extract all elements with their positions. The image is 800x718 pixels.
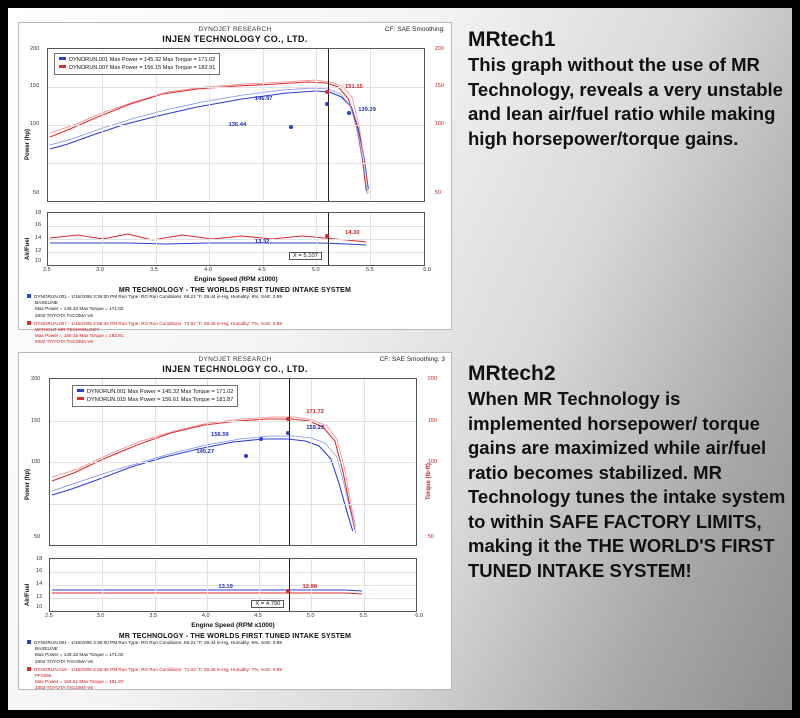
cursor-line-afr-2[interactable] <box>289 559 290 611</box>
legend-swatch-blue-icon <box>59 57 66 60</box>
power-tick-50-2: 50 <box>34 534 41 540</box>
torque-tick-100-1: 100 <box>434 121 444 127</box>
torque-tick-200-1: 200 <box>434 46 444 52</box>
torque-axis-label-2: Torque (lb-ft) <box>426 463 433 500</box>
footer-title-2: MR TECHNOLOGY - THE WORLDS FIRST TUNED INTAKE SYSTEM <box>118 633 352 640</box>
callout-146: 146.97 <box>254 96 273 103</box>
afr-callout-1298: 12.98 <box>302 583 318 590</box>
afr-tick-18-1: 18 <box>35 210 42 216</box>
callout-151: 151.15 <box>345 83 363 90</box>
x-axis-label-1: Engine Speed (RPM x1000) <box>194 276 278 283</box>
footer-run-3-line2: BASELINE <box>35 646 58 652</box>
footer-run-1-line1: DYNORUN.001 - 1/16/2006 3:36:00 PM Run Type: RO Run Conditions: 69.21 °F, 29.44 in-Hg, Humidity: 9%, SAE: 0.99 <box>27 294 443 300</box>
legend-swatch-red-icon <box>77 397 84 400</box>
caption-heading-2: MRtech2 <box>468 362 556 385</box>
footer-run-1-line3: Max Power = 145.32 Max Torque = 171.02 <box>35 306 124 312</box>
power-tick-100-2: 100 <box>31 459 41 465</box>
afr-tick-16-2: 16 <box>36 568 43 574</box>
callout-156: 156.59 <box>211 432 229 439</box>
footer-run-2-line4: 2002 TOYOTA TACOMA V6 <box>35 339 93 345</box>
power-plot-1 <box>47 48 425 202</box>
afr-axis-label-2: Air/Fuel <box>25 583 31 606</box>
cursor-line-afr-1[interactable] <box>328 213 329 265</box>
company-title-1: INJEN TECHNOLOGY CO., LTD. <box>162 34 308 44</box>
dyno-chart-panel-2 <box>18 352 452 690</box>
power-axis-label-2: Power (hp) <box>25 469 31 500</box>
cursor-line-1[interactable] <box>328 49 329 201</box>
afr-plot-1 <box>47 212 425 266</box>
cursor-readout-2: X = 4.790 <box>251 600 284 608</box>
afr-tick-14-1: 14 <box>35 235 42 241</box>
x-tick-30-2: 3.0 <box>96 613 105 619</box>
footer-run-4-line4: 2002 TOYOTA TACOMA V6 <box>35 685 93 691</box>
x-tick-50-1: 5.0 <box>311 267 320 273</box>
footer-run-3-line4: 2002 TOYOTA TACOMA V6 <box>35 658 93 664</box>
afr-tick-14-2: 14 <box>36 581 43 587</box>
afr-tick-16-1: 16 <box>35 222 42 228</box>
afr-plot-wrap-1 <box>25 210 431 283</box>
datapoint-dot-blue-2c <box>244 454 248 458</box>
power-plot-wrap-1 <box>25 46 444 202</box>
footer-run-3-line3: Max Power = 145.32 Max Torque = 171.02 <box>35 652 124 658</box>
power-plot-wrap-2 <box>25 376 437 546</box>
x-tick-60-2: 6.0 <box>415 613 423 619</box>
afr-tick-12-1: 12 <box>35 248 42 254</box>
power-tick-150-1: 150 <box>30 83 40 89</box>
cursor-line-2[interactable] <box>289 379 290 545</box>
footer-block-2 <box>27 633 443 692</box>
datapoint-dot-blue-2b <box>259 437 263 441</box>
x-tick-25-2: 2.5 <box>45 613 53 619</box>
callout-159: 159.29 <box>306 425 324 432</box>
footer-run-4-line3: Max Power = 156.61 Max Torque = 181.87 <box>35 679 124 685</box>
footer-run-2-line1: DYNORUN.007 - 1/16/2006 4:08:44 PM Run Type: RO Run Conditions: 72.92 °F, 29.45 in-Hg, Humidity: 7%, SAE: 0.99 <box>27 321 443 327</box>
torque-tick-150-1: 150 <box>434 83 444 89</box>
power-tick-100-1: 100 <box>30 121 40 127</box>
legend-row-baseline-1: DYNORUN.001 Max Power = 145.32 Max Torque = 171.02 <box>59 56 215 64</box>
afr-dot-red-1 <box>325 234 329 238</box>
footer-swatch-blue-icon <box>27 640 31 644</box>
footer-swatch-blue-icon <box>27 294 31 298</box>
afr-tick-18-2: 18 <box>36 556 43 562</box>
power-plot-2 <box>49 378 417 546</box>
x-tick-40-2: 4.0 <box>201 613 210 619</box>
cf-sae-label-2: CF: SAE Smoothing: 3 <box>379 356 445 363</box>
x-tick-45-2: 4.5 <box>254 613 262 619</box>
afr-callout-1332: 13.32 <box>254 239 270 245</box>
legend-row-modified-2: DYNORUN.015 Max Power = 156.61 Max Torque = 181.87 <box>77 396 233 404</box>
x-tick-35-1: 3.5 <box>150 267 158 273</box>
legend-swatch-blue-icon <box>77 389 84 392</box>
x-tick-60-1: 6.0 <box>423 267 431 273</box>
datapoint-dot-blue-1a <box>325 102 329 106</box>
afr-tick-10-2: 10 <box>36 604 43 610</box>
torque-tick-100-2: 100 <box>427 459 437 465</box>
cursor-readout-1: X = 5.107 <box>289 252 322 260</box>
footer-run-4-line2: PF2055 <box>35 673 52 679</box>
torque-tick-50-2: 50 <box>427 534 434 540</box>
caption-heading-1: MRtech1 <box>468 28 556 51</box>
x-tick-55-2: 5.5 <box>359 613 368 619</box>
footer-swatch-red-icon <box>27 321 31 325</box>
footer-run-2-line3: Max Power = 156.15 Max Torque = 182.91 <box>35 333 124 339</box>
caption-body-1: This graph without the use of MR Technology, reveals a very unstable and lean air/fuel ratio while making high horsepower/torque gains. <box>468 54 783 149</box>
power-axis-label-1: Power (hp) <box>25 129 31 160</box>
callout-171: 171.72 <box>306 408 324 415</box>
afr-plot-2 <box>49 558 417 612</box>
legend-row-modified-1: DYNORUN.007 Max Power = 156.15 Max Torque = 182.91 <box>59 64 215 72</box>
dynojet-header-2: DYNOJET RESEARCH <box>198 356 272 363</box>
legend-row-baseline-2: DYNORUN.001 Max Power = 145.32 Max Torque = 171.02 <box>77 388 233 396</box>
caption-block-1 <box>468 28 788 151</box>
afr-callout-1430: 14.30 <box>345 229 360 236</box>
caption-block-2 <box>468 362 790 583</box>
dynojet-header-1: DYNOJET RESEARCH <box>198 26 272 33</box>
power-tick-200-1: 200 <box>30 46 40 52</box>
x-axis-label-2: Engine Speed (RPM x1000) <box>191 622 275 629</box>
afr-tick-10-1: 10 <box>35 258 42 264</box>
power-tick-200-2: 200 <box>31 376 41 382</box>
x-tick-35-2: 3.5 <box>149 613 158 619</box>
x-tick-45-1: 4.5 <box>257 267 266 273</box>
footer-block-1 <box>27 287 443 346</box>
torque-tick-50-1: 50 <box>434 190 441 196</box>
afr-plot-wrap-2 <box>25 556 423 629</box>
torque-tick-200-2: 200 <box>427 376 437 382</box>
footer-run-4-line1: DYNORUN.015 - 1/16/2006 5:26:45 PM Run Type: RO Run Conditions: 71.03 °F, 29.45 in-Hg, Humidity: 7%, SAE: 0.99 <box>27 667 443 673</box>
legend-swatch-red-icon <box>59 65 66 68</box>
afr-tick-12-2: 12 <box>36 594 43 600</box>
footer-title-1: MR TECHNOLOGY - THE WORLDS FIRST TUNED INTAKE SYSTEM <box>118 287 352 294</box>
footer-run-1-line4: 2002 TOYOTA TACOMA V6 <box>35 312 93 318</box>
footer-swatch-red-icon <box>27 667 31 671</box>
callout-139: 139.29 <box>358 106 376 113</box>
legend-2 <box>72 385 238 407</box>
datapoint-dot-red-1 <box>325 90 329 94</box>
x-tick-55-1: 5.5 <box>365 267 374 273</box>
x-tick-40-1: 4.0 <box>204 267 212 273</box>
footer-run-1-line2: BASELINE <box>35 300 58 306</box>
company-title-2: INJEN TECHNOLOGY CO., LTD. <box>162 364 308 374</box>
caption-body-2: When MR Technology is implemented horsepower/ torque gains are maximized while air/fuel ratio becomes stabilized. MR Technology tunes the intake system to within SAFE FACTORY LIMITS, making it the THE WORLD'S FIRST TUNED INTAKE SYSTEM! <box>468 388 786 581</box>
dyno-chart-panel-1 <box>18 22 452 345</box>
legend-1 <box>54 53 220 75</box>
footer-run-3-line1: DYNORUN.001 - 1/16/2006 3:36:00 PM Run Type: RO Run Conditions: 69.21 °F, 29.44 in-Hg, Humidity: 9%, SAE: 0.99 <box>27 640 443 646</box>
torque-tick-150-2: 150 <box>427 418 437 424</box>
power-tick-50-1: 50 <box>33 190 40 196</box>
footer-run-2-line2: WITHOUT MR TECHNOLOGY <box>35 327 100 333</box>
x-tick-30-1: 3.0 <box>96 267 104 273</box>
callout-145: 145.27 <box>196 448 215 455</box>
x-tick-50-2: 5.0 <box>306 613 315 619</box>
afr-axis-label-1: Air/Fuel <box>25 237 31 260</box>
cf-sae-label-1: CF: SAE Smoothing: <box>385 26 445 33</box>
afr-callout-1319: 13.19 <box>218 583 233 590</box>
x-tick-25-1: 2.5 <box>43 267 51 273</box>
power-tick-150-2: 150 <box>31 418 41 424</box>
callout-135: 135.44 <box>228 121 247 128</box>
datapoint-dot-blue-1c <box>289 125 293 129</box>
